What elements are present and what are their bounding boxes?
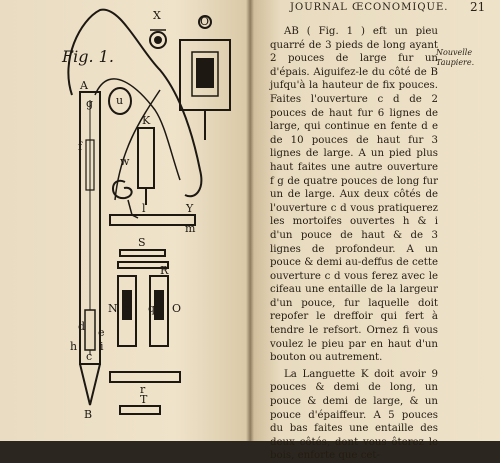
engraving-plate <box>0 0 250 441</box>
label-n: N <box>108 302 118 315</box>
running-head: JOURNAL ŒCONOMIQUE. <box>290 2 449 13</box>
part-s <box>120 250 165 256</box>
body-text <box>270 22 438 463</box>
label-u: u <box>116 94 124 107</box>
stake-point <box>80 364 100 405</box>
page-number: 21 <box>470 0 486 14</box>
label-t: T <box>140 393 148 406</box>
label-o: O <box>172 302 182 315</box>
label-w: w <box>120 155 130 168</box>
label-k: K <box>142 114 151 127</box>
label-f: f <box>78 140 83 153</box>
label-s: S <box>138 236 146 249</box>
label-d: d <box>78 320 86 333</box>
margin-note: Nouvelle Taupiere. <box>436 48 475 67</box>
label-e: e <box>98 326 105 339</box>
label-h: h <box>70 340 78 353</box>
label-i: i <box>100 340 104 353</box>
label-r-top: R <box>160 264 169 277</box>
part-r <box>110 372 180 382</box>
label-y: Y <box>186 202 194 215</box>
paragraph-1: AB ( Fig. 1 ) eft un pieu quarré de 3 pieds de long ayant 2 pouces de large fur un d'épais. Aiguifez-le du côté de B jufqu'à la hauteur de fix pouces. Faites l'ouverture c d de 2 pouces de haut fur 6 lignes de large, qui continue en fente d e de 10 pouces de haut fur 3 lignes de large. A un pied plus haut faites une autre ouverture f g de quatre pouces de long fur un de large. Aux deux côtés de l'ouverture c d vous pratiquerez les mortoifes ouvertes h & i d'un pouce de haut & de 3 lignes de profondeur. A un pouce & demi au-deffus de cette ouverture c d vous ferez avec le cifeau une entaille de la largeur d'un pouce, fur laquelle doit repofer le dreffoir qui fert à tendre le refsort. Ornez fi vous voulez le pieu par en haut d'un bouton ou autrement. <box>270 26 438 364</box>
label-x: X <box>153 9 161 22</box>
label-a: A <box>80 79 88 92</box>
label-r: r <box>140 383 146 396</box>
label-l: l <box>142 202 146 215</box>
tongue-k <box>138 128 154 188</box>
part-t <box>120 406 160 414</box>
label-g: g <box>86 97 94 110</box>
label-c: c <box>86 350 93 363</box>
label-b: B <box>84 408 93 421</box>
label-q1: q <box>124 302 132 315</box>
label-q2: q <box>148 302 156 315</box>
label-m: m <box>185 222 196 235</box>
label-o-top: O <box>200 15 210 28</box>
paragraph-2: La Languette K doit avoir 9 pouces & demi de long, un pouce & demi de large, & un pouce d'épaiffeur. A 5 pouces du bas faites une entaille des deux côtés, dont vous ôterez le bois, enforte que cet- <box>270 368 438 462</box>
figure-title: Fig. 1. <box>62 47 114 66</box>
bar-m <box>110 215 195 225</box>
